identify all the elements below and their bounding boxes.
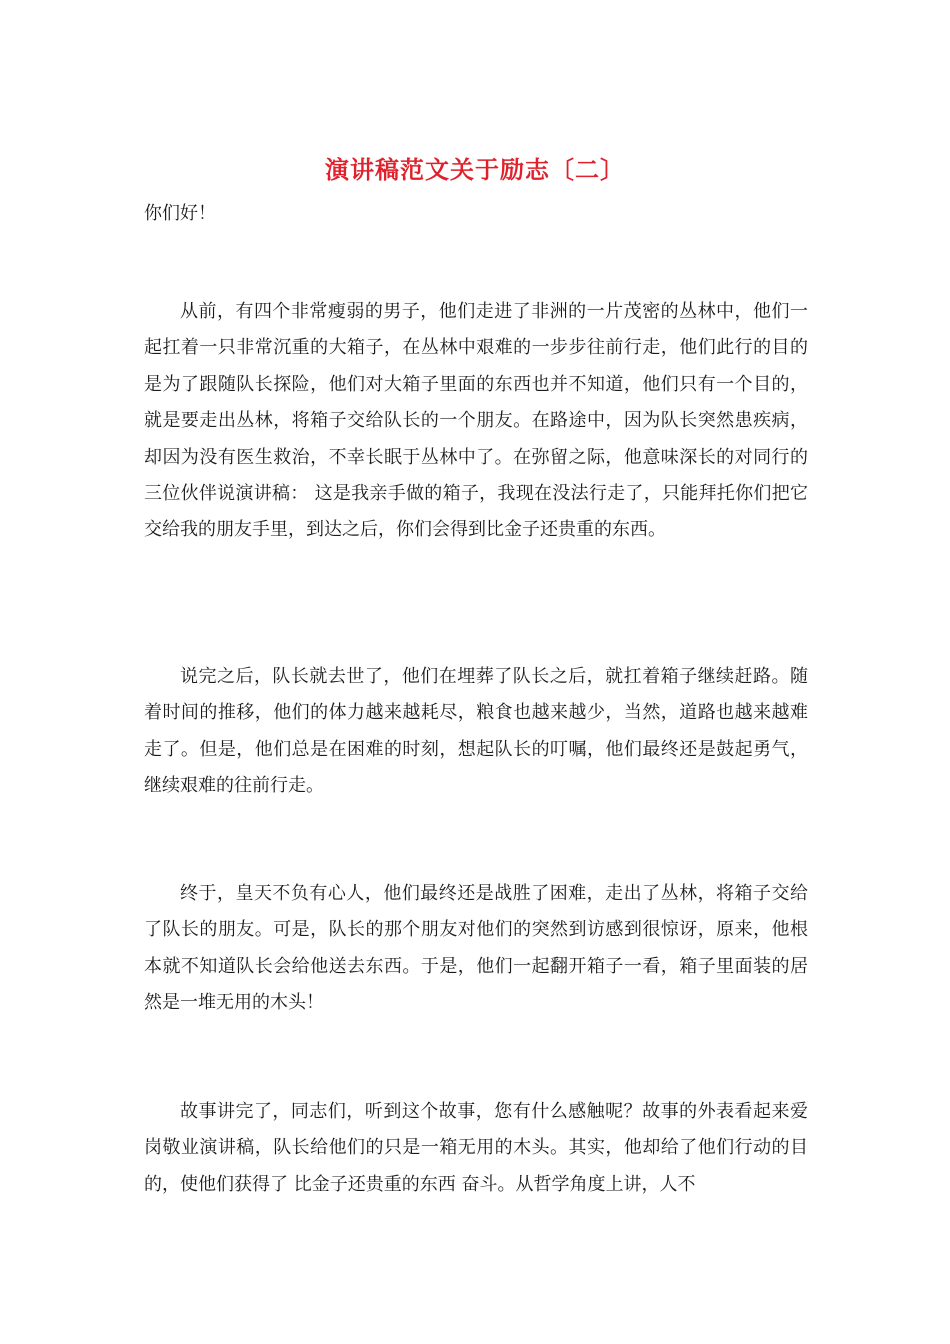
body-paragraph: 故事讲完了，同志们，听到这个故事，您有什么感触呢？故事的外表看起来爱岗敬业演讲稿，队长给他们的只是一箱无用的木头。其实，他却给了他们行动的目的，使他们获得了 比金子还贵重的东西 奋斗。从哲学角度上讲，人不 xyxy=(144,1101,808,1195)
body-paragraph: 说完之后，队长就去世了，他们在埋葬了队长之后，就扛着箱子继续赶路。随着时间的推移，他们的体力越来越耗尽，粮食也越来越少，当然，道路也越来越难走了。但是，他们总是在困难的时刻，想起队长的叮嘱，他们最终还是鼓起勇气，继续艰难的往前行走。 xyxy=(144,666,808,797)
body-paragraph: 终于，皇天不负有心人，他们最终还是战胜了困难，走出了丛林，将箱子交给了队长的朋友。可是，队长的那个朋友对他们的突然到访感到很惊讶，原来，他根本就不知道队长会给他送去东西。于是，他们一起翻开箱子一看，箱子里面装的居然是一堆无用的木头！ xyxy=(144,883,808,1014)
page-title: 演讲稿范文关于励志〔二〕 xyxy=(325,155,625,184)
body-paragraph: 从前，有四个非常瘦弱的男子，他们走进了非洲的一片茂密的丛林中，他们一起扛着一只非常沉重的大箱子，在丛林中艰难的一步步往前行走，他们此行的目的是为了跟随队长探险，他们对大箱子里面的东西也并不知道，他们只有一个目的，就是要走出丛林，将箱子交给队长的一个朋友。在路途中，因为队长突然患疾病，却因为没有医生救治，不幸长眠于丛林中了。在弥留之际，他意味深长的对同行的三位伙伴说演讲稿： 这是我亲手做的箱子，我现在没法行走了，只能拜托你们把它交给我的朋友手里，到达之后，你们会得到比金子还贵重的东西。 xyxy=(144,301,808,541)
greeting-text: 你们好！ xyxy=(144,203,216,224)
